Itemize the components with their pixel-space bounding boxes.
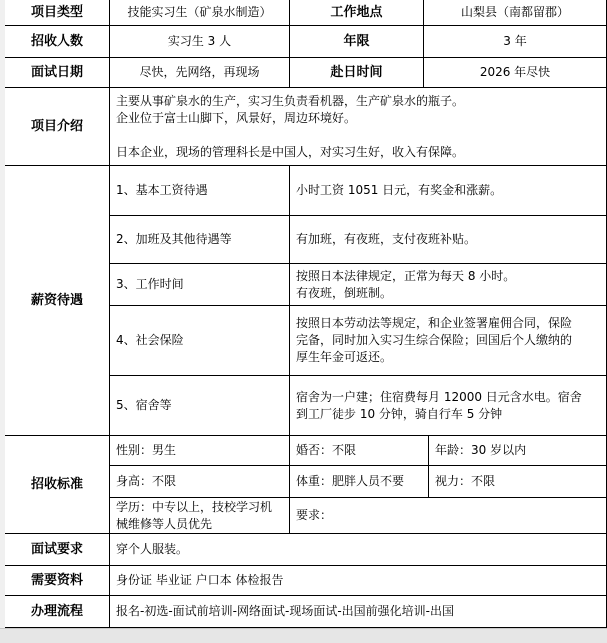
intro-line-1: 主要从事矿泉水的生产，实习生负责看机器，生产矿泉水的瓶子。 xyxy=(116,93,465,108)
vision-cell: 视力：不限 xyxy=(429,466,607,498)
project-type-label: 项目类型 xyxy=(5,0,110,26)
salary-item-3-line-2: 有夜班，倒班制。 xyxy=(296,285,393,300)
requirement-cell: 要求： xyxy=(290,498,607,534)
recruit-count-label: 招收人数 xyxy=(5,26,110,58)
intro-line-2: 企业位于富士山脚下，风景好，周边环境好。 xyxy=(116,110,357,125)
salary-label: 薪资待遇 xyxy=(5,166,110,436)
recruit-count-value: 实习生 3 人 xyxy=(110,26,290,58)
project-intro-label: 项目介绍 xyxy=(5,88,110,166)
salary-item-4-line-2: 完备，同时加入实习生综合保险；回国后个人缴纳的 xyxy=(296,333,573,347)
age-cell: 年龄：30 岁以内 xyxy=(429,436,607,466)
salary-item-1-name: 1、基本工资待遇 xyxy=(110,166,290,216)
salary-item-4-name: 4、社会保险 xyxy=(110,306,290,376)
interview-date-label: 面试日期 xyxy=(5,58,110,88)
salary-item-2-line-1: 有加班，有夜班，支付夜班补贴。 xyxy=(296,232,477,246)
salary-item-5-line-2: 到工厂徒步 10 分钟，骑自行车 5 分钟 xyxy=(296,406,503,421)
education-line-2: 械维修等人员优先 xyxy=(116,516,213,531)
salary-item-1-line-1: 小时工资 1051 日元，有奖金和涨薪。 xyxy=(296,183,503,197)
interview-req-value: 穿个人服装。 xyxy=(110,534,607,566)
salary-item-5-detail xyxy=(290,376,607,436)
salary-item-5-line-1: 宿舍为一户建；住宿费每月 12000 日元含水电。宿舍 xyxy=(296,389,582,404)
weight-cell: 体重：肥胖人员不要 xyxy=(290,466,429,498)
term-label: 年限 xyxy=(290,26,424,58)
marital-cell: 婚否：不限 xyxy=(290,436,429,466)
salary-item-3-name: 3、工作时间 xyxy=(110,264,290,306)
salary-item-4-detail xyxy=(290,306,607,376)
bottom-scroll-area xyxy=(0,628,607,643)
departure-time-value: 2026 年尽快 xyxy=(424,58,607,88)
intro-line-3: 日本企业，现场的管理科长是中国人，对实习生好，收入有保障。 xyxy=(116,144,465,159)
interview-req-label: 面试要求 xyxy=(5,534,110,566)
gender-cell: 性别：男生 xyxy=(110,436,290,466)
salary-item-3-detail xyxy=(290,264,607,306)
materials-label: 需要资料 xyxy=(5,566,110,596)
education-line-1: 学历：中专以上，技校学习机 xyxy=(116,499,273,514)
work-location-value: 山梨县（南都留郡） xyxy=(424,0,607,26)
project-intro-text xyxy=(110,88,607,166)
departure-time-label: 赴日时间 xyxy=(290,58,424,88)
materials-value: 身份证 毕业证 户口本 体检报告 xyxy=(110,566,607,596)
salary-item-1-detail xyxy=(290,166,607,216)
term-value: 3 年 xyxy=(424,26,607,58)
process-label: 办理流程 xyxy=(5,596,110,628)
height-cell: 身高：不限 xyxy=(110,466,290,498)
salary-item-2-detail xyxy=(290,216,607,264)
job-listing-table xyxy=(5,0,607,628)
salary-item-5-name: 5、宿舍等 xyxy=(110,376,290,436)
salary-item-4-line-3: 厚生年金可返还。 xyxy=(296,350,393,364)
project-type-value: 技能实习生（矿泉水制造） xyxy=(110,0,290,26)
work-location-label: 工作地点 xyxy=(290,0,424,26)
recruit-standard-label: 招收标准 xyxy=(5,436,110,534)
salary-item-2-name: 2、加班及其他待遇等 xyxy=(110,216,290,264)
process-value: 报名-初选-面试前培训-网络面试-现场面试-出国前强化培训-出国 xyxy=(110,596,607,628)
interview-date-value: 尽快，先网络，再现场 xyxy=(110,58,290,88)
education-cell xyxy=(110,498,290,534)
salary-item-3-line-1: 按照日本法律规定，正常为每天 8 小时。 xyxy=(296,268,516,283)
salary-item-4-line-1: 按照日本劳动法等规定，和企业签署雇佣合同，保险 xyxy=(296,316,573,330)
